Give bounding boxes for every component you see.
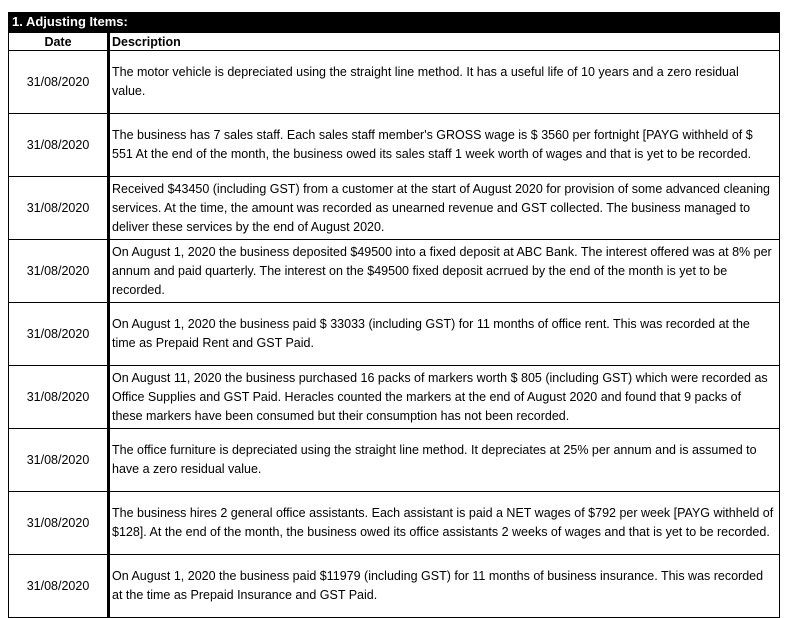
date-column-header: Date xyxy=(9,33,109,51)
date-cell: 31/08/2020 xyxy=(9,492,109,555)
table-header-row xyxy=(9,33,780,51)
table-row xyxy=(9,366,780,429)
description-cell: The business hires 2 general office assistants. Each assistant is paid a NET wages of $792 per week [PAYG withheld of $128]. At the end of the month, the business owed its office assistants 2 weeks of wages and that is yet to be recorded. xyxy=(109,492,780,555)
description-cell: On August 1, 2020 the business paid $ 33033 (including GST) for 11 months of office rent. This was recorded at the time as Prepaid Rent and GST Paid. xyxy=(109,303,780,366)
date-cell: 31/08/2020 xyxy=(9,51,109,114)
date-cell: 31/08/2020 xyxy=(9,177,109,240)
description-cell: Received $43450 (including GST) from a customer at the start of August 2020 for provision of some advanced cleaning services. At the time, the amount was recorded as unearned revenue and GST collected. The business managed to deliver these services by the end of August 2020. xyxy=(109,177,780,240)
date-cell: 31/08/2020 xyxy=(9,555,109,618)
date-cell: 31/08/2020 xyxy=(9,303,109,366)
adjusting-items-table xyxy=(8,32,780,618)
description-cell: The office furniture is depreciated using the straight line method. It depreciates at 25% per annum and is assumed to have a zero residual value. xyxy=(109,429,780,492)
description-cell: On August 1, 2020 the business paid $11979 (including GST) for 11 months of business insurance. This was recorded at the time as Prepaid Insurance and GST Paid. xyxy=(109,555,780,618)
description-cell: On August 11, 2020 the business purchased 16 packs of markers worth $ 805 (including GST) which were recorded as Office Supplies and GST Paid. Heracles counted the markers at the end of August 2020 and found that 9 packs of these markers have been consumed but their consumption has not been recorded. xyxy=(109,366,780,429)
description-cell: On August 1, 2020 the business deposited $49500 into a fixed deposit at ABC Bank. The interest offered was at 8% per annum and paid quarterly. The interest on the $49500 fixed deposit acrrued by the end of the month is yet to be recorded. xyxy=(109,240,780,303)
table-row xyxy=(9,492,780,555)
table-row xyxy=(9,51,780,114)
description-column-header: Description xyxy=(109,33,780,51)
section-title: 1. Adjusting Items: xyxy=(8,12,780,32)
table-row xyxy=(9,114,780,177)
table-row xyxy=(9,429,780,492)
description-cell: The motor vehicle is depreciated using the straight line method. It has a useful life of 10 years and a zero residual value. xyxy=(109,51,780,114)
table-row xyxy=(9,303,780,366)
table-row xyxy=(9,555,780,618)
date-cell: 31/08/2020 xyxy=(9,429,109,492)
table-row xyxy=(9,240,780,303)
table-row xyxy=(9,177,780,240)
date-cell: 31/08/2020 xyxy=(9,114,109,177)
description-cell: The business has 7 sales staff. Each sales staff member's GROSS wage is $ 3560 per fortnight [PAYG withheld of $ 551 At the end of the month, the business owed its sales staff 1 week worth of wages and that is yet to be recorded. xyxy=(109,114,780,177)
date-cell: 31/08/2020 xyxy=(9,366,109,429)
adjusting-items-sheet xyxy=(8,12,780,618)
date-cell: 31/08/2020 xyxy=(9,240,109,303)
